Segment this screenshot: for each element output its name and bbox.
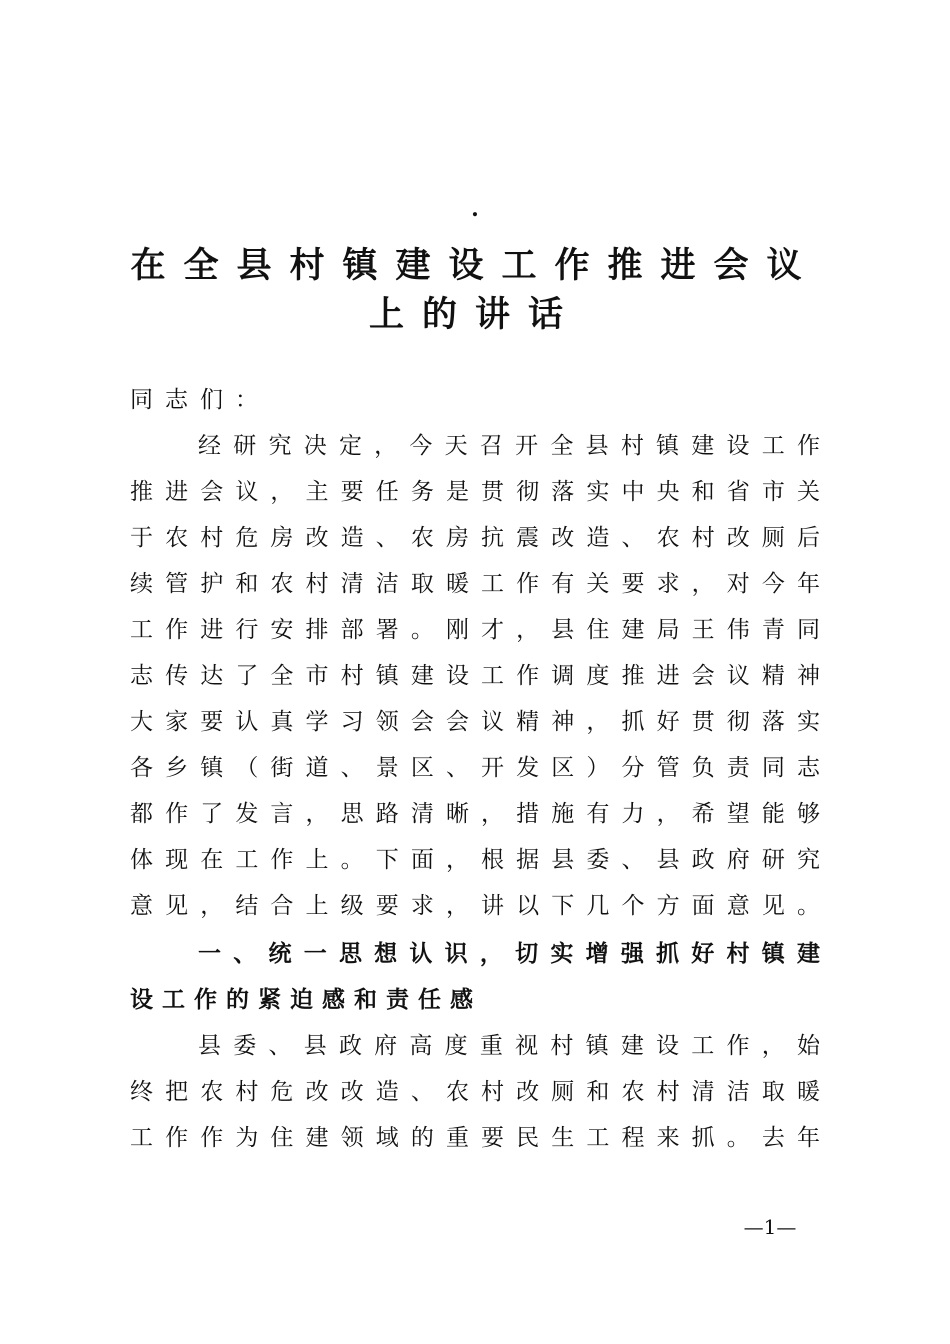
section-heading-line: 设工作的紧迫感和责任感 <box>130 987 482 1013</box>
salutation: 同志们： <box>130 387 270 413</box>
body-line: 续管护和农村清洁取暖工作有关要求，对今年 <box>130 571 820 597</box>
section-heading-line: 一、统一思想认识，切实增强抓好村镇建 <box>198 941 820 967</box>
body-line: 经研究决定，今天召开全县村镇建设工作 <box>198 433 820 459</box>
body-line: 意见，结合上级要求，讲以下几个方面意见。 <box>130 893 820 919</box>
body-line: 都作了发言，思路清晰，措施有力，希望能够 <box>130 801 820 827</box>
body-line: 终把农村危改改造、农村改厕和农村清洁取暖 <box>130 1079 820 1105</box>
body-line: 推进会议，主要任务是贯彻落实中央和省市关 <box>130 479 820 505</box>
top-mark: . <box>471 196 479 222</box>
title-line-1: 在全县村镇建设工作推进会议 <box>130 246 820 286</box>
body-line: 各乡镇（街道、景区、开发区）分管负责同志 <box>130 755 820 781</box>
page-number: —1— <box>743 1215 797 1239</box>
body-line: 体现在工作上。下面，根据县委、县政府研究 <box>130 847 820 873</box>
body-line: 工作进行安排部署。刚才，县住建局王伟青同 <box>130 617 820 643</box>
body-line: 县委、县政府高度重视村镇建设工作，始 <box>198 1033 820 1059</box>
body-line: 工作作为住建领域的重要民生工程来抓。去年 <box>130 1125 820 1151</box>
body-line: 志传达了全市村镇建设工作调度推进会议精神 <box>130 663 820 689</box>
body-line: 于农村危房改造、农房抗震改造、农村改厕后 <box>130 525 820 551</box>
body-line: 大家要认真学习领会会议精神，抓好贯彻落实 <box>130 709 820 735</box>
title-line-2: 上的讲话 <box>368 295 581 335</box>
